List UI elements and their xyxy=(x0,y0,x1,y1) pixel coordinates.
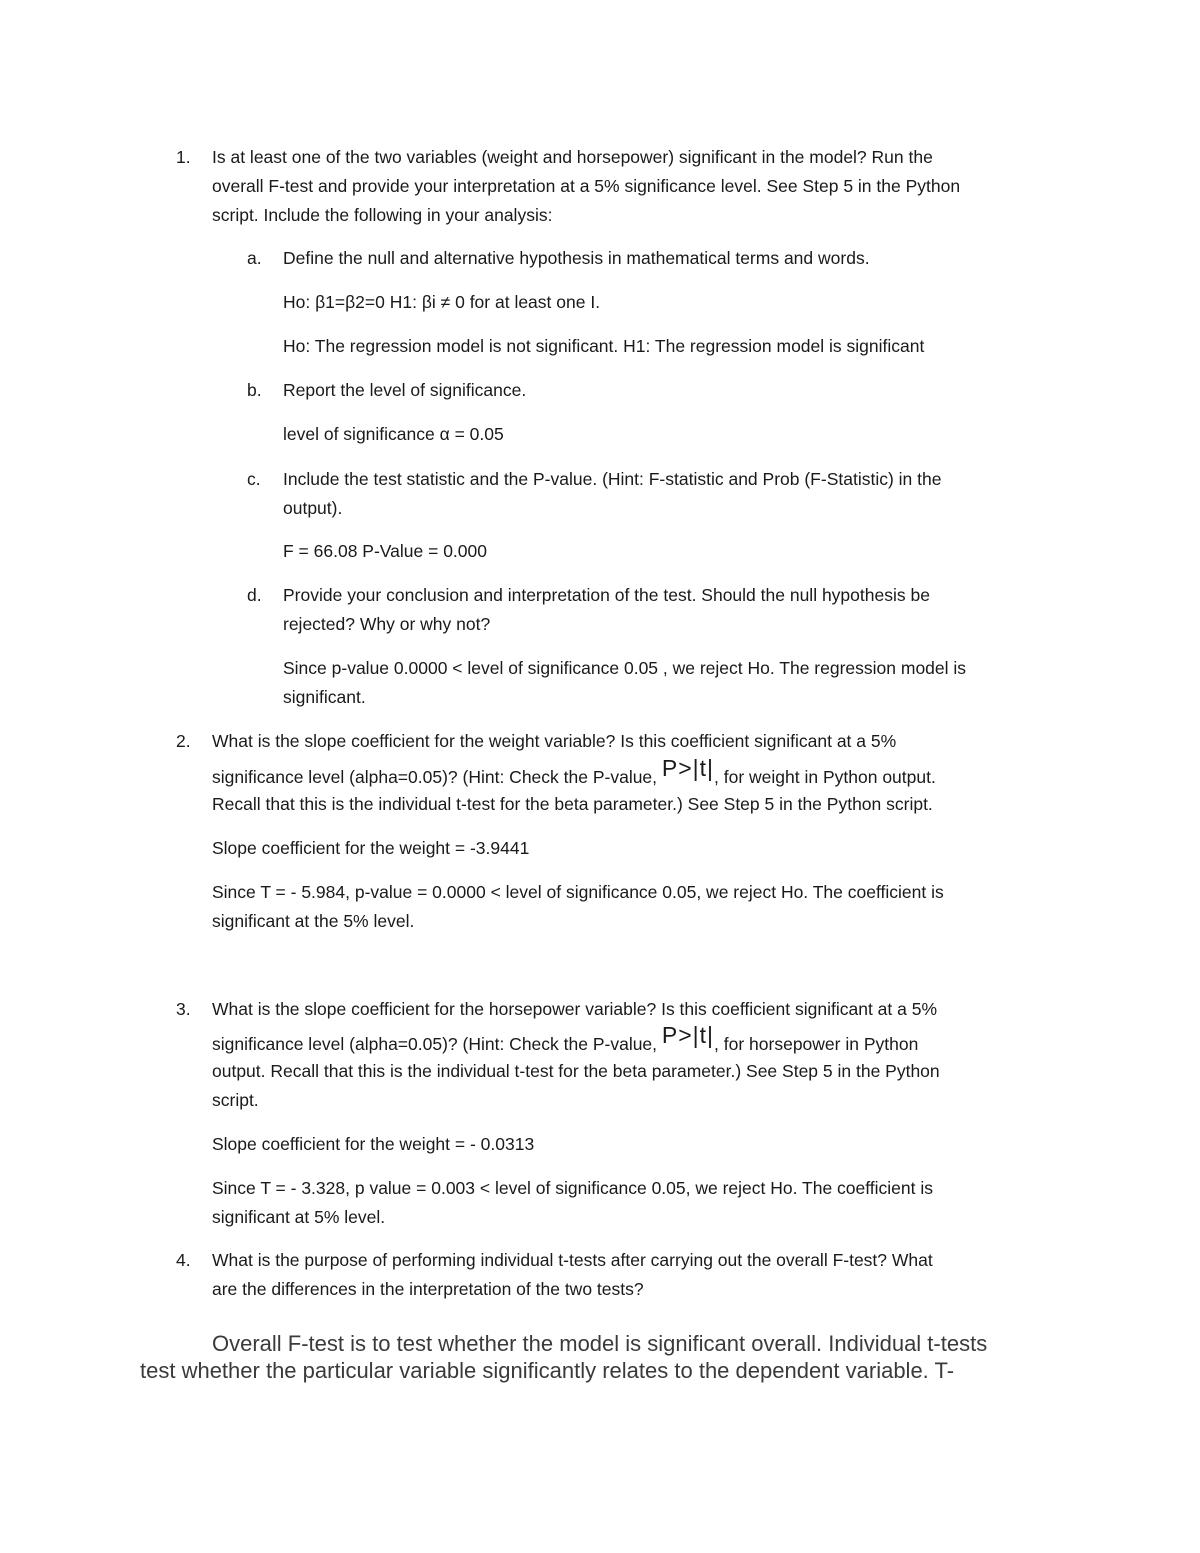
question-text-line: What is the slope coefficient for the horsepower variable? Is this coefficient significant at a 5% xyxy=(212,999,938,1019)
question-text-line: Recall that this is the individual t-test for the beta parameter.) See Step 5 in the Python script. xyxy=(212,794,933,814)
question-text-line: Is at least one of the two variables (weight and horsepower) significant in the model? Run the xyxy=(212,147,933,167)
answer-text: F = 66.08 P-Value = 0.000 xyxy=(283,541,487,561)
subquestion-text: Report the level of significance. xyxy=(283,380,527,400)
answer-paragraph-line: Overall F-test is to test whether the model is significant overall. Individual t-tests xyxy=(212,1331,988,1356)
subquestion-text: Provide your conclusion and interpretation of the test. Should the null hypothesis be xyxy=(283,585,930,605)
subquestion-letter: c. xyxy=(247,469,261,489)
answer-text: significant at 5% level. xyxy=(212,1207,386,1227)
question-text-line xyxy=(212,755,936,788)
question-text-line: output. Recall that this is the individual t-test for the beta parameter.) See Step 5 in the Python xyxy=(212,1061,940,1081)
question-number: 2. xyxy=(176,731,191,751)
subquestion-letter: d. xyxy=(247,585,262,605)
question-number: 1. xyxy=(176,147,191,167)
subquestion-text: Define the null and alternative hypothesis in mathematical terms and words. xyxy=(283,248,870,268)
question-text-line: script. xyxy=(212,1090,259,1110)
question-text-part: , for horsepower in Python xyxy=(714,1034,919,1054)
p-value-symbol: P>|t| xyxy=(661,1022,715,1048)
answer-text: Ho: The regression model is not significant. H1: The regression model is significant xyxy=(283,336,925,356)
p-value-symbol: P>|t| xyxy=(661,755,715,781)
question-text-part: significance level (alpha=0.05)? (Hint: Check the P-value, xyxy=(212,1034,658,1054)
answer-paragraph-line: test whether the particular variable significantly relates to the dependent variable. T- xyxy=(140,1358,955,1383)
answer-text: level of significance α = 0.05 xyxy=(283,424,504,444)
answer-text: significant at the 5% level. xyxy=(212,911,415,931)
answer-text: Ho: β1=β2=0 H1: βi ≠ 0 for at least one I. xyxy=(283,292,601,312)
question-text-line: overall F-test and provide your interpretation at a 5% significance level. See Step 5 in the Python xyxy=(212,176,961,196)
subquestion-letter: b. xyxy=(247,380,262,400)
question-text-line xyxy=(212,1022,919,1055)
answer-text: significant. xyxy=(283,687,366,707)
answer-text: Slope coefficient for the weight = -3.9441 xyxy=(212,838,530,858)
question-text-line: are the differences in the interpretation of the two tests? xyxy=(212,1279,644,1299)
question-text-part: significance level (alpha=0.05)? (Hint: Check the P-value, xyxy=(212,767,658,787)
subquestion-text: rejected? Why or why not? xyxy=(283,614,491,634)
subquestion-letter: a. xyxy=(247,248,262,268)
answer-text: Since T = - 5.984, p-value = 0.0000 < level of significance 0.05, we reject Ho. The coefficient is xyxy=(212,882,944,902)
answer-text: Since p-value 0.0000 < level of significance 0.05 , we reject Ho. The regression model is xyxy=(283,658,967,678)
question-text-line: script. Include the following in your analysis: xyxy=(212,205,553,225)
question-text-line: What is the purpose of performing individual t-tests after carrying out the overall F-test? What xyxy=(212,1250,933,1270)
subquestion-text: Include the test statistic and the P-value. (Hint: F-statistic and Prob (F-Statistic) in the xyxy=(283,469,942,489)
subquestion-text: output). xyxy=(283,498,343,518)
answer-text: Since T = - 3.328, p value = 0.003 < level of significance 0.05, we reject Ho. The coefficient is xyxy=(212,1178,934,1198)
question-number: 4. xyxy=(176,1250,191,1270)
question-text-part: , for weight in Python output. xyxy=(714,767,936,787)
question-text-line: What is the slope coefficient for the weight variable? Is this coefficient significant at a 5% xyxy=(212,731,897,751)
answer-text: Slope coefficient for the weight = - 0.0313 xyxy=(212,1134,535,1154)
question-number: 3. xyxy=(176,999,191,1019)
